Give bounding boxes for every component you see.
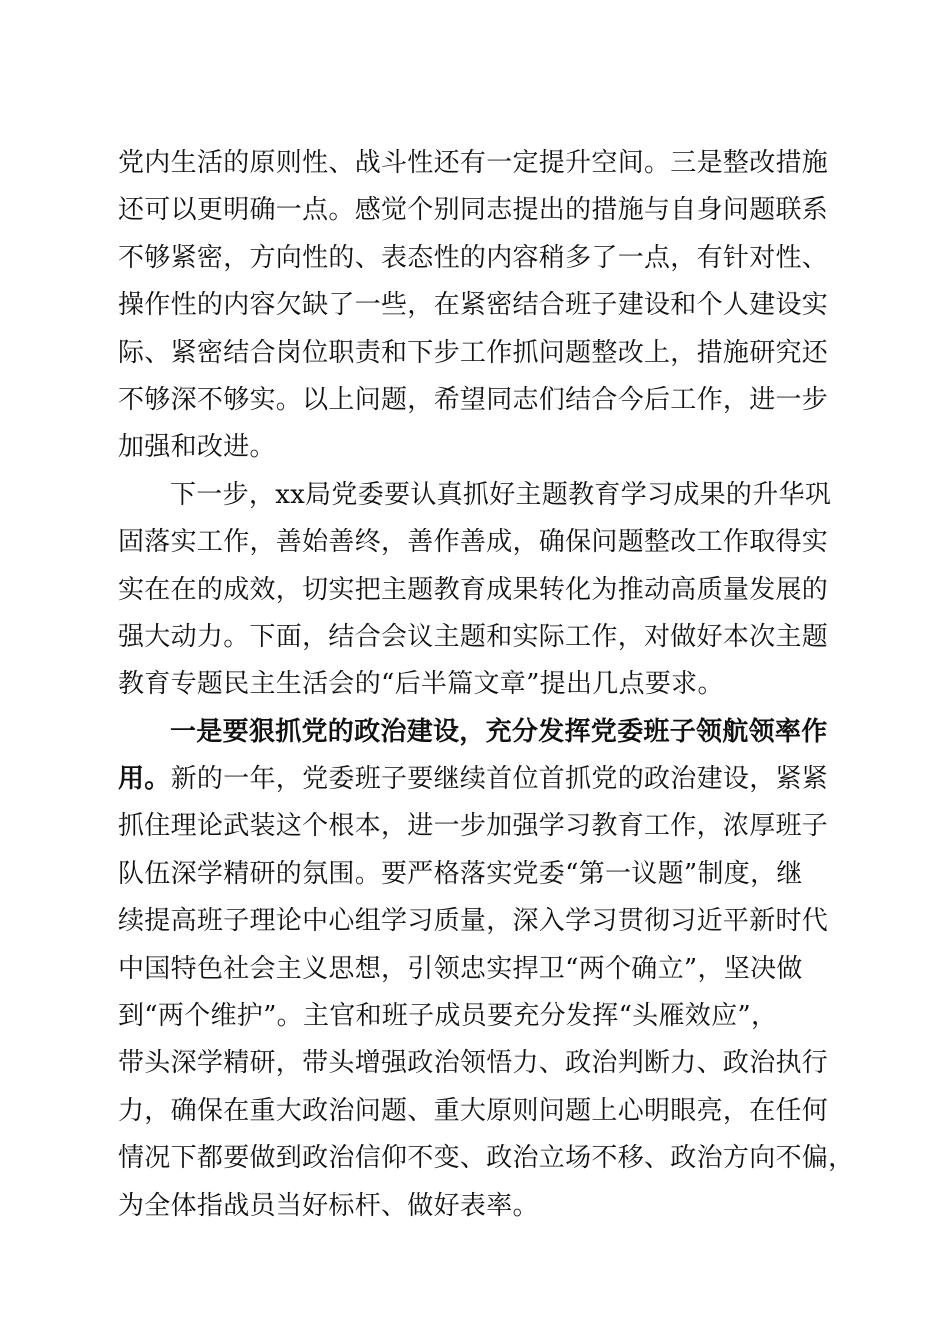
text-line: 中国特色社会主义思想，引领忠实捍卫“两个确立”，坚决做 bbox=[118, 953, 803, 984]
text-line: 抓住理论武装这个根本，进一步加强学习教育工作，浓厚班子 bbox=[118, 811, 829, 842]
text-line: 加强和改进。 bbox=[118, 432, 276, 463]
text-line: 为全体指战员当好标杆、做好表率。 bbox=[118, 1190, 539, 1221]
text-line: 党内生活的原则性、战斗性还有一定提升空间。三是整改措施 bbox=[118, 148, 829, 178]
text-line: 续提高班子理论中心组学习质量，深入学习贯彻习近平新时代 bbox=[118, 906, 829, 937]
line-remainder: 新的一年，党委班子要继续首位首抓党的政治建设，紧紧 bbox=[170, 764, 829, 795]
text-line: 固落实工作，善始善终，善作善成，确保问题整改工作取得实 bbox=[118, 527, 829, 558]
text-line bbox=[118, 756, 838, 803]
bold-prefix: 用。 bbox=[118, 764, 171, 795]
text-line: 强大动力。下面，结合会议主题和实际工作，对做好本次主题 bbox=[118, 621, 829, 652]
text-line: 力，确保在重大政治问题、重大原则问题上心明眼亮，在任何 bbox=[118, 1095, 829, 1126]
text-line: 际、紧密结合岗位职责和下步工作抓问题整改上，措施研究还 bbox=[118, 337, 829, 368]
text-line: 带头深学精研，带头增强政治领悟力、政治判断力、政治执行 bbox=[118, 1048, 829, 1079]
text-line: 操作性的内容欠缺了一些，在紧密结合班子建设和个人建设实 bbox=[118, 290, 829, 321]
text-line: 还可以更明确一点。感觉个别同志提出的措施与自身问题联系 bbox=[118, 195, 829, 226]
text-line: 不够紧密，方向性的、表态性的内容稍多了一点，有针对性、 bbox=[118, 242, 829, 273]
body-text bbox=[118, 140, 855, 1230]
section-heading-line: 一是要狠抓党的政治建设，充分发挥党委班子领航领率作 bbox=[170, 716, 828, 747]
text-line: 队伍深学精研的氛围。要严格落实党委“第一议题”制度，继 bbox=[118, 858, 803, 889]
paragraph-start-line: 下一步，xx局党委要认真抓好主题教育学习成果的升华巩 bbox=[170, 479, 832, 510]
text-line: 到“两个维护”。主官和班子成员要充分发挥“头雁效应”， bbox=[118, 1001, 778, 1032]
text-line: 教育专题民主生活会的“后半篇文章”提出几点要求。 bbox=[118, 669, 724, 700]
text-line: 不够深不够实。以上问题，希望同志们结合今后工作，进一步 bbox=[118, 384, 829, 415]
text-line: 实在在的成效，切实把主题教育成果转化为推动高质量发展的 bbox=[118, 574, 829, 605]
text-line: 情况下都要做到政治信仰不变、政治立场不移、政治方向不偏， bbox=[118, 1143, 855, 1174]
